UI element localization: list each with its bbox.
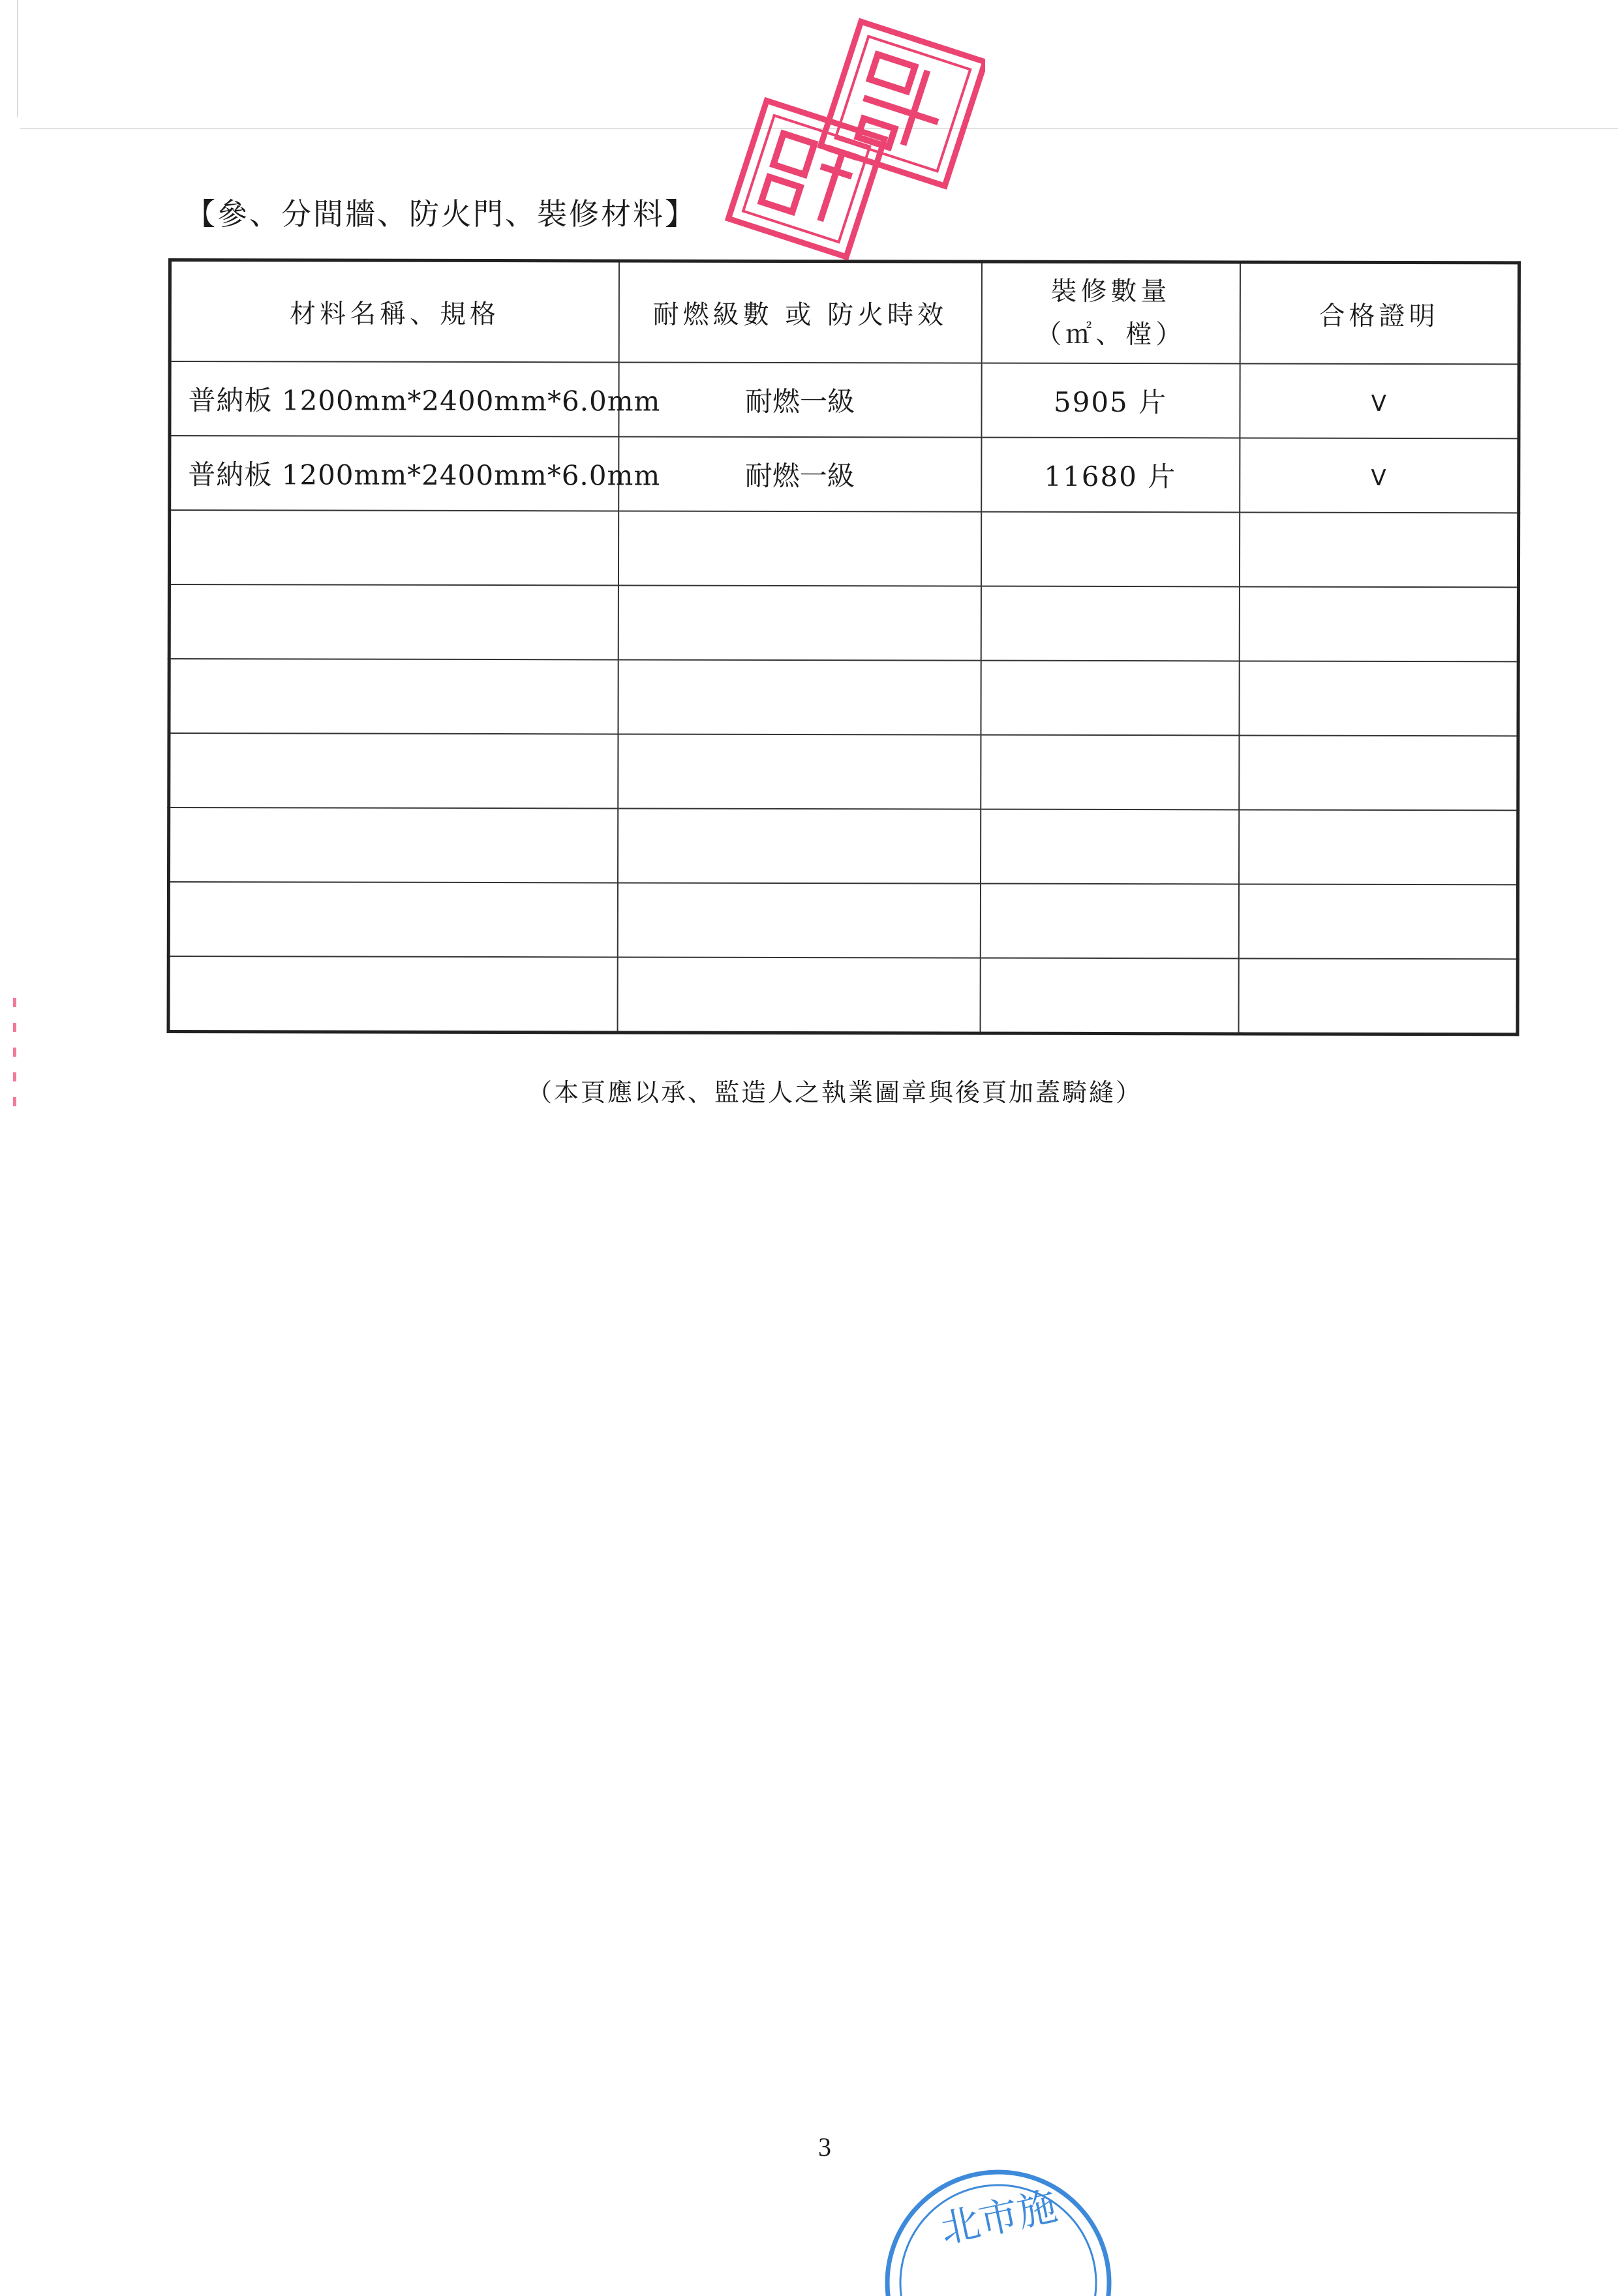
cell-fire-grade: 耐燃一級 <box>618 436 981 511</box>
header-certificate: 合格證明 <box>1240 262 1519 364</box>
table-row <box>170 361 1519 438</box>
table-row <box>169 584 1518 661</box>
cell-material-name <box>168 882 617 957</box>
table-row <box>168 808 1518 884</box>
cell-certificate <box>1239 735 1518 810</box>
cell-fire-grade: 耐燃一級 <box>618 362 981 437</box>
table-header-row <box>170 260 1519 365</box>
cell-certificate <box>1238 884 1518 959</box>
cell-quantity <box>981 661 1239 736</box>
cell-fire-grade <box>617 808 980 883</box>
checkmark-icon: V <box>1371 464 1386 491</box>
cell-certificate <box>1239 661 1518 736</box>
cell-quantity <box>981 586 1239 661</box>
seam-stamp-note: （本頁應以承、監造人之執業圖章與後頁加蓋騎縫） <box>527 1078 1143 1107</box>
cell-quantity: 5905 片 <box>981 363 1240 438</box>
cell-material-name <box>169 659 618 734</box>
page-left-edge <box>17 0 18 117</box>
table-row <box>169 510 1518 587</box>
cell-certificate <box>1239 512 1518 587</box>
cell-fire-grade <box>618 585 981 660</box>
cell-material-name <box>168 808 617 883</box>
cell-material-name <box>169 584 618 659</box>
cell-fire-grade <box>618 659 981 734</box>
header-quantity <box>981 262 1240 363</box>
materials-table <box>167 258 1521 1036</box>
cell-certificate <box>1240 438 1519 513</box>
binding-mark <box>13 998 16 1122</box>
cell-certificate <box>1238 809 1518 884</box>
table-row <box>168 882 1518 959</box>
cell-quantity: 11680 片 <box>981 438 1240 513</box>
table-row <box>168 956 1518 1035</box>
red-seal-stamp <box>685 0 985 287</box>
header-material-name: 材料名稱、規格 <box>170 260 618 363</box>
cell-fire-grade <box>617 883 980 958</box>
page-top-edge <box>20 128 1618 129</box>
section-heading: 【參、分間牆、防火門、裝修材料】 <box>185 196 697 232</box>
cell-quantity <box>981 512 1239 587</box>
header-fire-grade: 耐燃級數 或 防火時效 <box>618 261 981 363</box>
cell-fire-grade <box>618 734 981 809</box>
cell-certificate <box>1239 586 1518 661</box>
header-quantity-unit: （㎡、樘） <box>1035 319 1186 350</box>
header-quantity-label: 裝修數量 <box>1050 276 1171 307</box>
cell-material-name <box>168 956 617 1033</box>
blue-seal-stamp <box>874 2152 1122 2296</box>
cell-quantity <box>980 884 1238 959</box>
checkmark-icon: V <box>1371 390 1386 417</box>
table-row <box>169 733 1518 810</box>
cell-fire-grade <box>618 511 981 586</box>
cell-material-name: 普納板 1200mm*2400mm*6.0mm <box>170 361 618 436</box>
table-row <box>169 659 1518 736</box>
cell-quantity <box>980 958 1238 1034</box>
cell-quantity <box>981 735 1239 810</box>
cell-material-name <box>169 733 618 808</box>
cell-certificate <box>1238 958 1518 1034</box>
cell-material-name: 普納板 1200mm*2400mm*6.0mm <box>170 436 618 511</box>
cell-material-name <box>169 510 618 585</box>
table-row <box>170 436 1519 513</box>
page-number: 3 <box>818 2132 831 2162</box>
cell-certificate <box>1240 363 1519 438</box>
blue-seal-text: 北市施 <box>936 2183 1061 2253</box>
cell-quantity <box>980 809 1238 884</box>
cell-fire-grade <box>617 957 980 1033</box>
